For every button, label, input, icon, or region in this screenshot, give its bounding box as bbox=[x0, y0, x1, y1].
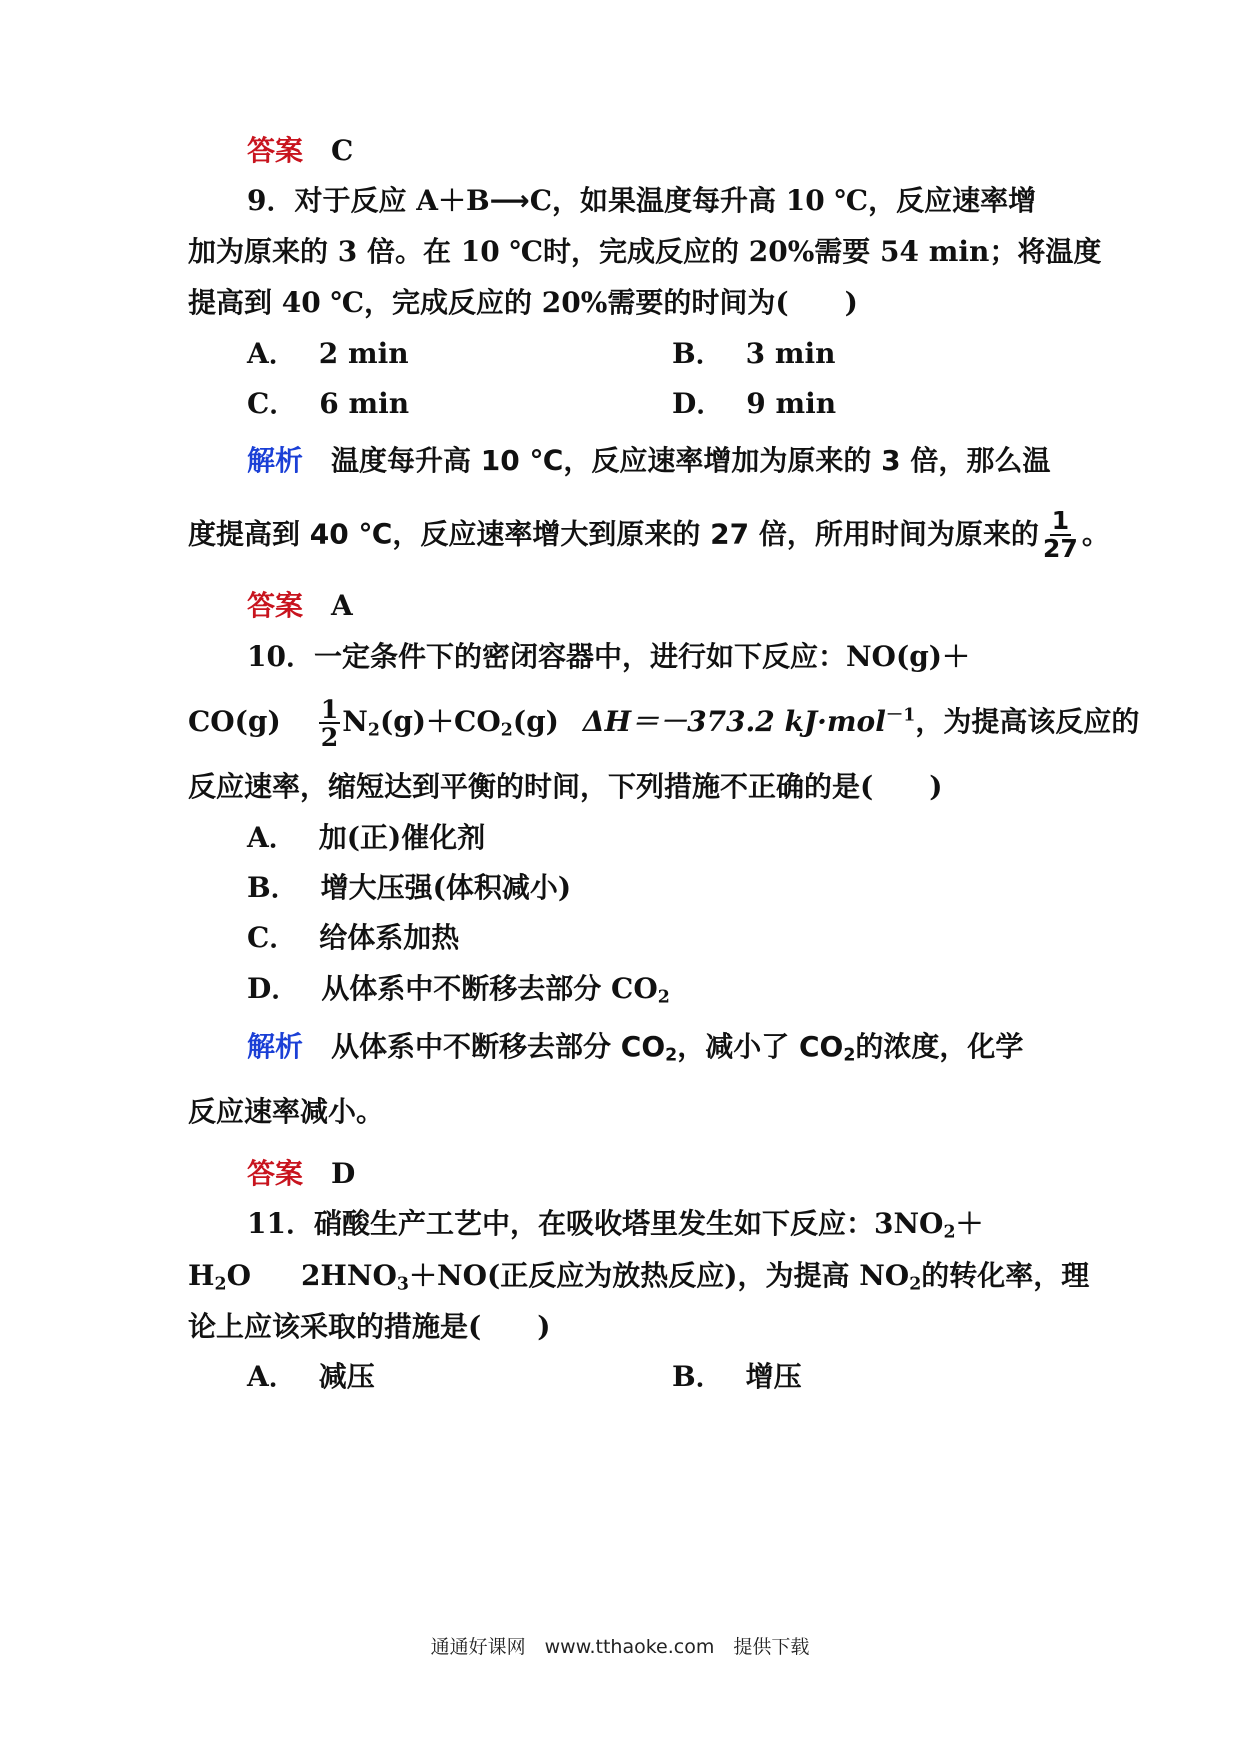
q10-option-c: C． 给体系加热 bbox=[247, 921, 460, 954]
q10-option-b: B． 增大压强(体积减小) bbox=[247, 871, 572, 904]
q10-line2: CO(g) $\frac{1}{2}$ $N_2(g)+CO_2(g)$ ΔH＝－373.2 kJ·mol$^{-1}$，为提高该反应的 bbox=[188, 694, 1140, 753]
q11-option-a: A． 减压 bbox=[247, 1360, 375, 1393]
answer-label: 答案 bbox=[247, 1157, 304, 1190]
q10-answer-line bbox=[247, 1159, 1117, 1190]
reaction-arrow-icon: ⟶ bbox=[489, 184, 530, 217]
q9-line3: 提高到 40 ℃，完成反应的 20%需要的时间为( ) bbox=[188, 286, 858, 319]
q9-option-d: D． 9 min bbox=[672, 387, 837, 420]
q10-option-a: A． 加(正)催化剂 bbox=[247, 821, 486, 854]
q10-line1: 10．一定条件下的密闭容器中，进行如下反应：NO(g)＋ bbox=[247, 640, 971, 673]
fraction-1-2: $\frac{1}{2}$ bbox=[320, 694, 339, 753]
analysis-label: 解析 bbox=[247, 444, 304, 477]
answer-value: A bbox=[331, 589, 353, 622]
q11-line1: 11．硝酸生产工艺中，在吸收塔里发生如下反应：$3NO_2+$ bbox=[247, 1207, 984, 1243]
q9-option-a: A． 2 min bbox=[247, 337, 409, 370]
q9-analysis-line1: 解析 温度每升高 10 ℃，反应速率增加为原来的 3 倍，那么温 bbox=[247, 444, 1051, 477]
analysis-label: 解析 bbox=[247, 1030, 304, 1063]
q9-analysis-line2: 度提高到 40 ℃，反应速率增大到原来的 27 倍，所用时间为原来的 $\frac{1}{27}$ 。 bbox=[188, 506, 1110, 564]
answer-line-prev bbox=[247, 136, 1117, 167]
q10-line3: 反应速率，缩短达到平衡的时间，下列措施不正确的是( ) bbox=[188, 770, 943, 803]
q10-analysis-line2: 反应速率减小。 bbox=[188, 1095, 385, 1128]
page-footer: 通通好课网 www.tthaoke.com 提供下载 bbox=[430, 1636, 810, 1658]
q11-line3: 论上应该采取的措施是( ) bbox=[188, 1310, 551, 1343]
q9-answer-line bbox=[247, 591, 1117, 622]
q9-line1: 9．对于反应 A＋B⟶C，如果温度每升高 10 ℃，反应速率增 bbox=[247, 184, 1037, 217]
q9-option-b: B． 3 min bbox=[672, 337, 836, 370]
q9-line2: 加为原来的 3 倍。在 10 ℃时，完成反应的 20%需要 54 min；将温度 bbox=[188, 235, 1102, 268]
q10-option-d: D． 从体系中不断移去部分 $CO_2$ bbox=[247, 972, 670, 1008]
q10-analysis-line1: 解析 从体系中不断移去部分 $CO_2$，减小了 $CO_2$的浓度，化学 bbox=[247, 1030, 1024, 1066]
answer-label: 答案 bbox=[247, 134, 304, 167]
q11-option-b: B． 增压 bbox=[672, 1360, 802, 1393]
fraction-1-27: $\frac{1}{27}$ bbox=[1042, 506, 1078, 564]
q11-line2: $H_2O$ $2HNO_3+NO$(正反应为放热反应)，为提高 $NO_2$的转化率，理 bbox=[188, 1259, 1090, 1295]
answer-label: 答案 bbox=[247, 589, 304, 622]
answer-value: D bbox=[331, 1157, 356, 1190]
answer-value: C bbox=[331, 134, 354, 167]
q9-option-c: C． 6 min bbox=[247, 387, 410, 420]
